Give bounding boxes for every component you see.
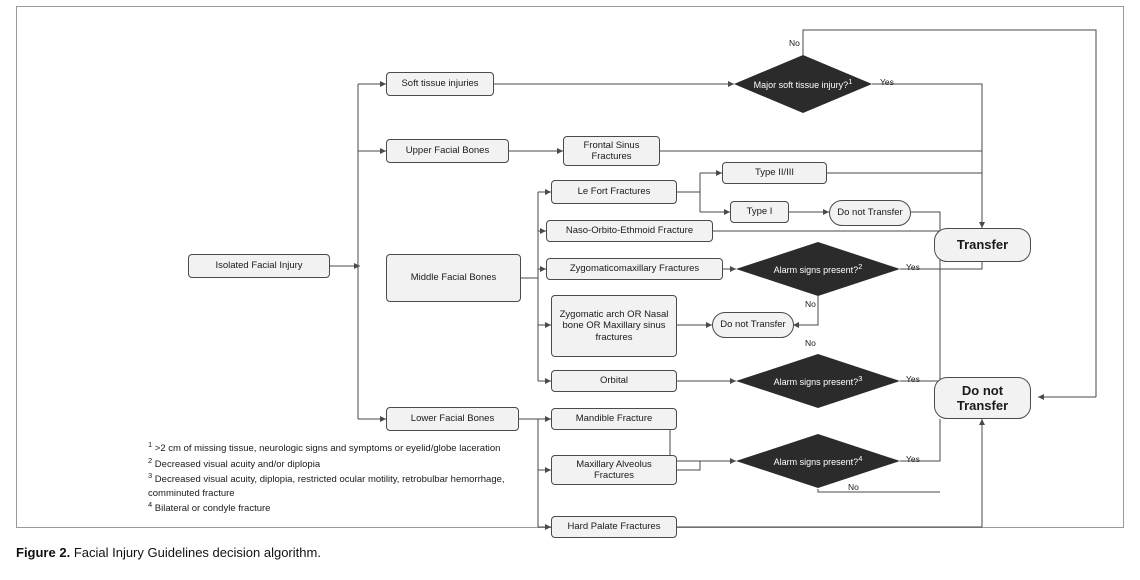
edge-label-mandible-no: No — [848, 482, 859, 492]
footnote-4 — [148, 500, 508, 516]
footnote-ref: 4 — [858, 454, 863, 464]
edge-label-soft-tissue-yes: Yes — [880, 77, 894, 87]
node-label: Mandible Fracture — [575, 413, 653, 425]
node-label: Transfer — [956, 237, 1009, 253]
node-label: Middle Facial Bones — [410, 272, 497, 284]
footnote-ref: 1 — [848, 77, 853, 87]
node-zygomaticomaxillary-fractures[interactable] — [546, 258, 723, 280]
node-label: Do not Transfer — [720, 319, 786, 331]
node-label: Type I — [746, 206, 773, 218]
footnote-ref: 2 — [858, 262, 863, 272]
caption-text: Facial Injury Guidelines decision algorithm. — [73, 545, 321, 560]
edge-label-orbital-yes: Yes — [906, 374, 920, 384]
caption-label: Figure 2. — [16, 545, 71, 560]
node-label: Le Fort Fractures — [577, 186, 651, 198]
node-soft-tissue-injuries[interactable] — [386, 72, 494, 96]
decision-text: Alarm signs present? — [773, 457, 859, 468]
node-lower-facial-bones[interactable] — [386, 407, 519, 431]
footnotes — [148, 440, 508, 516]
footnote-2 — [148, 456, 508, 472]
decision-alarm-signs-orbital[interactable] — [736, 354, 900, 408]
edge-label-zygomatic-no: No — [805, 338, 816, 348]
node-label: Hard Palate Fractures — [567, 521, 661, 533]
footnote-ref: 3 — [858, 374, 863, 384]
decision-text: Alarm signs present? — [773, 377, 859, 388]
figure-caption — [16, 545, 321, 560]
edge-label-zygo-no: No — [805, 299, 816, 309]
node-frontal-sinus-fractures[interactable] — [563, 136, 660, 166]
footnote-marker: 2 — [148, 455, 153, 465]
node-type-i[interactable] — [730, 201, 789, 223]
footnote-text: Bilateral or condyle fracture — [152, 503, 271, 515]
decision-label — [746, 77, 861, 91]
node-naso-orbito-ethmoid-fracture[interactable] — [546, 220, 713, 242]
edge-label-soft-tissue-no: No — [789, 38, 800, 48]
decision-alarm-signs-zygomaticomaxillary[interactable] — [736, 242, 900, 296]
node-label: Upper Facial Bones — [405, 145, 490, 157]
node-hard-palate-fractures[interactable] — [551, 516, 677, 538]
node-do-not-transfer-type-i[interactable] — [829, 200, 911, 226]
node-label: Do not Transfer — [956, 382, 1009, 413]
footnote-3 — [148, 471, 508, 500]
edge-label-mandible-yes: Yes — [906, 454, 920, 464]
node-label: Maxillary Alveolus Fractures — [576, 458, 652, 481]
node-le-fort-fractures[interactable] — [551, 180, 677, 204]
node-label: Naso-Orbito-Ethmoid Fracture — [565, 225, 694, 237]
node-type-ii-iii[interactable] — [722, 162, 827, 184]
node-do-not-transfer-main[interactable] — [934, 377, 1031, 419]
footnote-1 — [148, 440, 508, 456]
decision-label — [766, 454, 871, 468]
footnote-marker: 1 — [148, 440, 153, 449]
node-label: Isolated Facial Injury — [215, 260, 303, 272]
node-zygomatic-arch-nasal-maxillary-sinus[interactable] — [551, 295, 677, 357]
node-isolated-facial-injury[interactable] — [188, 254, 330, 278]
decision-text: Major soft tissue injury? — [753, 80, 849, 91]
footnote-marker: 4 — [148, 500, 153, 510]
decision-label — [766, 262, 871, 276]
decision-text: Alarm signs present? — [773, 265, 859, 276]
node-maxillary-alveolus-fractures[interactable] — [551, 455, 677, 485]
node-middle-facial-bones[interactable] — [386, 254, 521, 302]
node-label: Orbital — [600, 375, 628, 387]
node-label: Soft tissue injuries — [401, 78, 479, 90]
node-label: Do not Transfer — [837, 207, 903, 219]
node-label: Lower Facial Bones — [410, 413, 495, 425]
decision-label — [766, 374, 871, 388]
node-do-not-transfer-zygomatic[interactable] — [712, 312, 794, 338]
node-label: Zygomatic arch OR Nasal bone OR Maxillary sinus fractures — [559, 309, 669, 343]
node-label: Zygomaticomaxillary Fractures — [569, 263, 700, 275]
node-upper-facial-bones[interactable] — [386, 139, 509, 163]
decision-major-soft-tissue-injury[interactable] — [734, 55, 872, 113]
node-label: Type II/III — [754, 167, 795, 179]
node-orbital[interactable] — [551, 370, 677, 392]
footnote-text: >2 cm of missing tissue, neurologic signs and symptoms or eyelid/globe laceration — [152, 443, 501, 455]
node-transfer[interactable] — [934, 228, 1031, 262]
node-label: Frontal Sinus Fractures — [583, 139, 640, 162]
footnote-text: Decreased visual acuity, diplopia, restricted ocular motility, retrobulbar hemorrhage, comminuted fracture — [148, 474, 505, 499]
footnote-marker: 3 — [148, 471, 153, 481]
edge-label-zygo-yes: Yes — [906, 262, 920, 272]
footnote-text: Decreased visual acuity and/or diplopia — [152, 458, 321, 470]
decision-alarm-signs-mandible[interactable] — [736, 434, 900, 488]
node-mandible-fracture[interactable] — [551, 408, 677, 430]
